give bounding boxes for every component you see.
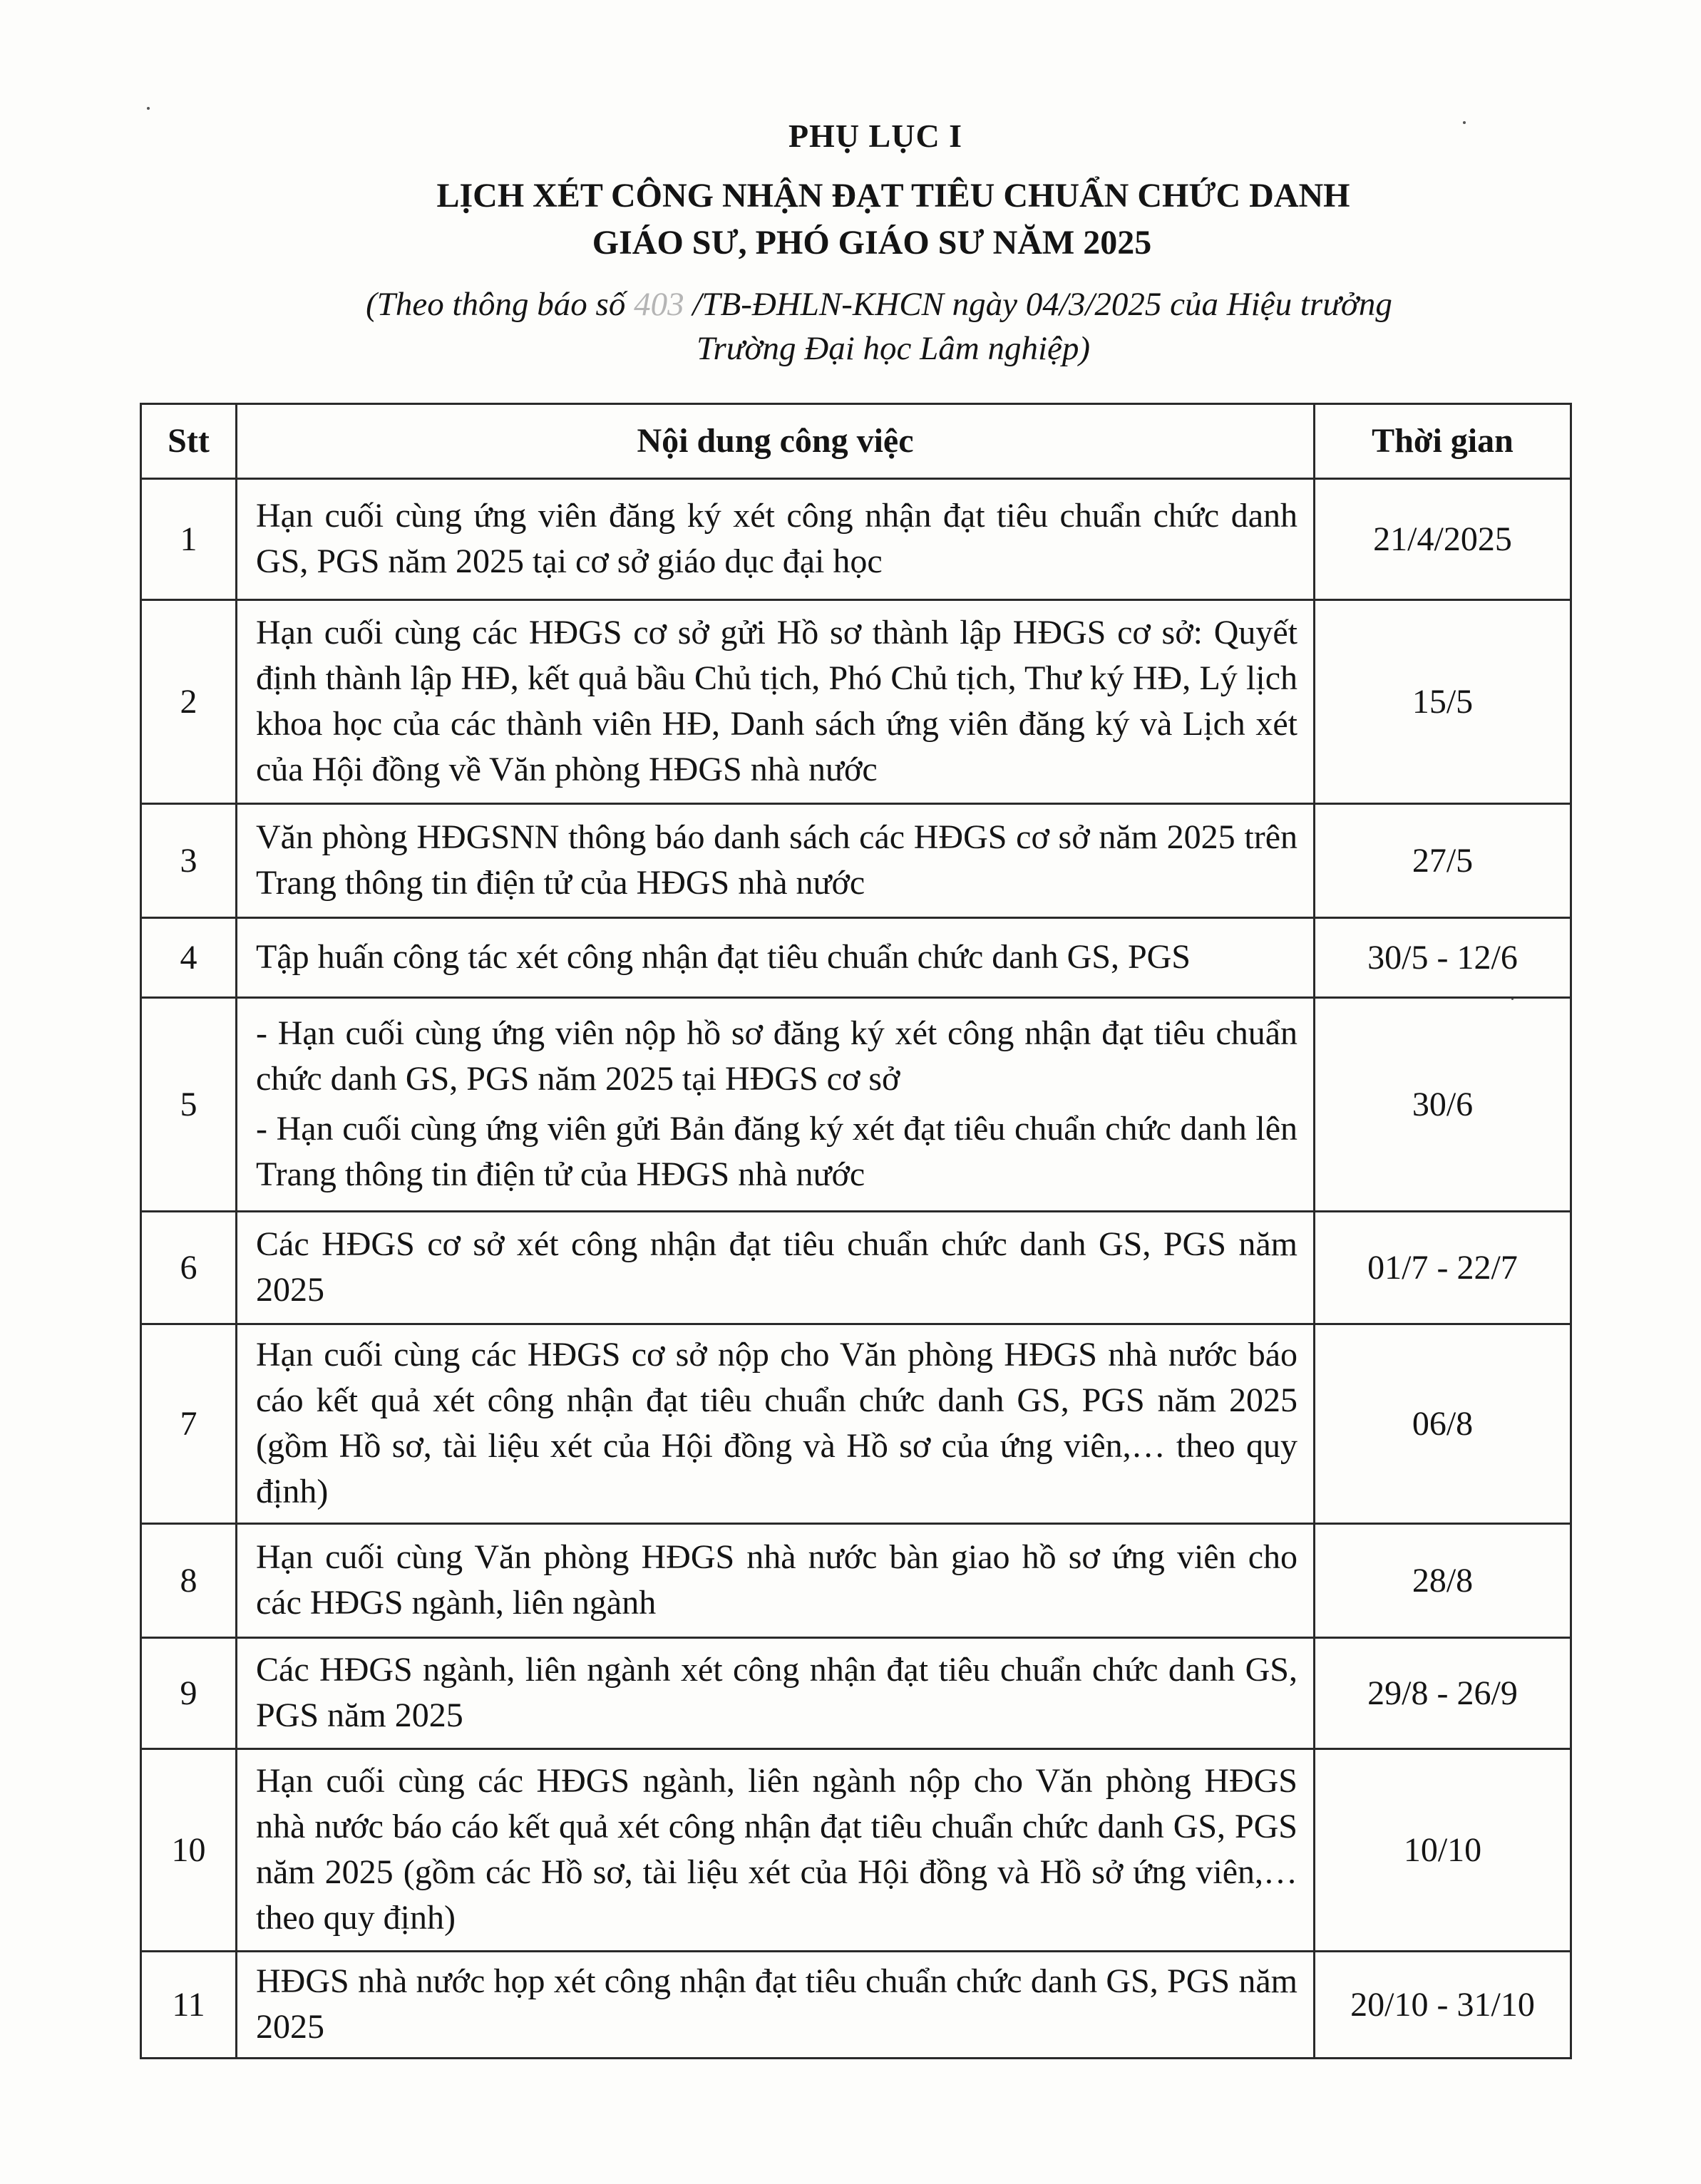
- table-row: [141, 1638, 1571, 1749]
- schedule-table: [140, 403, 1572, 2059]
- reference-note-line2: Trường Đại học Lâm nghiệp): [696, 330, 1091, 367]
- column-header-stt: Stt: [141, 404, 237, 479]
- task-time: 30/6: [1315, 998, 1571, 1212]
- scan-speck: [147, 107, 150, 110]
- task-content: [237, 1524, 1315, 1638]
- document-header: [0, 114, 1701, 371]
- task-content: [237, 1952, 1315, 2059]
- task-content: [237, 1212, 1315, 1324]
- task-content: [237, 479, 1315, 600]
- task-content: [237, 998, 1315, 1212]
- table-row: [141, 1749, 1571, 1952]
- task-text: HĐGS nhà nước họp xét công nhận đạt tiêu chuẩn chức danh GS, PGS năm 2025: [256, 1962, 1297, 2046]
- task-text: Hạn cuối cùng các HĐGS cơ sở nộp cho Văn phòng HĐGS nhà nước báo cáo kết quả xét công nhận đạt tiêu chuẩn chức danh GS, PGS năm 2025 (gồm Hồ sơ, tài liệu xét của Hội đồng và Hồ sơ của ứng viên,… theo quy định): [256, 1335, 1297, 1510]
- task-content: [237, 918, 1315, 998]
- table-row: [141, 479, 1571, 600]
- table-row: [141, 998, 1571, 1212]
- task-text: Các HĐGS cơ sở xét công nhận đạt tiêu chuẩn chức danh GS, PGS năm 2025: [256, 1225, 1297, 1309]
- task-time: 29/8 - 26/9: [1315, 1638, 1571, 1749]
- task-time: 06/8: [1315, 1324, 1571, 1524]
- table-row: [141, 804, 1571, 918]
- task-text: Các HĐGS ngành, liên ngành xét công nhận đạt tiêu chuẩn chức danh GS, PGS năm 2025: [256, 1650, 1297, 1734]
- table-row: [141, 1212, 1571, 1324]
- task-time: 21/4/2025: [1315, 479, 1571, 600]
- reference-suffix: /TB-ĐHLN-KHCN ngày 04/3/2025 của Hiệu trưởng: [684, 286, 1392, 323]
- table-header-row: [141, 404, 1571, 479]
- task-content: [237, 600, 1315, 804]
- task-time: 28/8: [1315, 1524, 1571, 1638]
- document-title-line2: GIÁO SƯ, PHÓ GIÁO SƯ NĂM 2025: [592, 224, 1152, 262]
- task-content: [237, 1749, 1315, 1952]
- row-number: 10: [141, 1749, 237, 1952]
- task-text: Hạn cuối cùng Văn phòng HĐGS nhà nước bàn giao hồ sơ ứng viên cho các HĐGS ngành, liên ngành: [256, 1537, 1297, 1622]
- task-time: 20/10 - 31/10: [1315, 1952, 1571, 2059]
- table-row: [141, 1952, 1571, 2059]
- row-number: 6: [141, 1212, 237, 1324]
- column-header-time: Thời gian: [1315, 404, 1571, 479]
- task-time: 01/7 - 22/7: [1315, 1212, 1571, 1324]
- row-number: 9: [141, 1638, 237, 1749]
- task-content: [237, 804, 1315, 918]
- column-header-content: Nội dung công việc: [237, 404, 1315, 479]
- task-bullet: - Hạn cuối cùng ứng viên gửi Bản đăng ký xét đạt tiêu chuẩn chức danh lên Trang thông tin điện tử của HĐGS nhà nước: [256, 1109, 1297, 1193]
- task-time: 30/5 - 12/6: [1315, 918, 1571, 998]
- row-number: 8: [141, 1524, 237, 1638]
- row-number: 4: [141, 918, 237, 998]
- task-text: Hạn cuối cùng các HĐGS cơ sở gửi Hồ sơ thành lập HĐGS cơ sở: Quyết định thành lập HĐ, kết quả bầu Chủ tịch, Phó Chủ tịch, Thư ký HĐ, Lý lịch khoa học của các thành viên HĐ, Danh sách ứng viên đăng ký và Lịch xét của Hội đồng về Văn phòng HĐGS nhà nước: [256, 613, 1297, 788]
- row-number: 11: [141, 1952, 237, 2059]
- task-text: Tập huấn công tác xét công nhận đạt tiêu chuẩn chức danh GS, PGS: [256, 937, 1191, 976]
- task-time: 10/10: [1315, 1749, 1571, 1952]
- table-row: [141, 1524, 1571, 1638]
- reference-note: [57, 282, 1701, 326]
- reference-number: 403: [634, 286, 684, 323]
- table-row: [141, 600, 1571, 804]
- task-time: 27/5: [1315, 804, 1571, 918]
- task-text: Văn phòng HĐGSNN thông báo danh sách các HĐGS cơ sở năm 2025 trên Trang thông tin điện tử của HĐGS nhà nước: [256, 818, 1297, 902]
- row-number: 2: [141, 600, 237, 804]
- table-row: [141, 918, 1571, 998]
- task-content: [237, 1638, 1315, 1749]
- task-time: 15/5: [1315, 600, 1571, 804]
- task-content: [237, 1324, 1315, 1524]
- table-row: [141, 1324, 1571, 1524]
- reference-prefix: (Theo thông báo số: [366, 286, 634, 323]
- task-text: Hạn cuối cùng các HĐGS ngành, liên ngành nộp cho Văn phòng HĐGS nhà nước báo cáo kết quả xét công nhận đạt tiêu chuẩn chức danh GS, PGS năm 2025 (gồm các Hồ sơ, tài liệu xét của Hội đồng và Hồ sở ứng viên,… theo quy định): [256, 1761, 1297, 1937]
- appendix-heading: PHỤ LỤC I: [788, 118, 963, 154]
- row-number: 7: [141, 1324, 237, 1524]
- row-number: 1: [141, 479, 237, 600]
- task-bullet: - Hạn cuối cùng ứng viên nộp hồ sơ đăng ký xét công nhận đạt tiêu chuẩn chức danh GS, PGS năm 2025 tại HĐGS cơ sở: [256, 1014, 1297, 1098]
- row-number: 5: [141, 998, 237, 1212]
- task-text: Hạn cuối cùng ứng viên đăng ký xét công nhận đạt tiêu chuẩn chức danh GS, PGS năm 2025 tại cơ sở giáo dục đại học: [256, 496, 1297, 580]
- row-number: 3: [141, 804, 237, 918]
- document-title-line1: LỊCH XÉT CÔNG NHẬN ĐẠT TIÊU CHUẨN CHỨC DANH: [436, 177, 1350, 215]
